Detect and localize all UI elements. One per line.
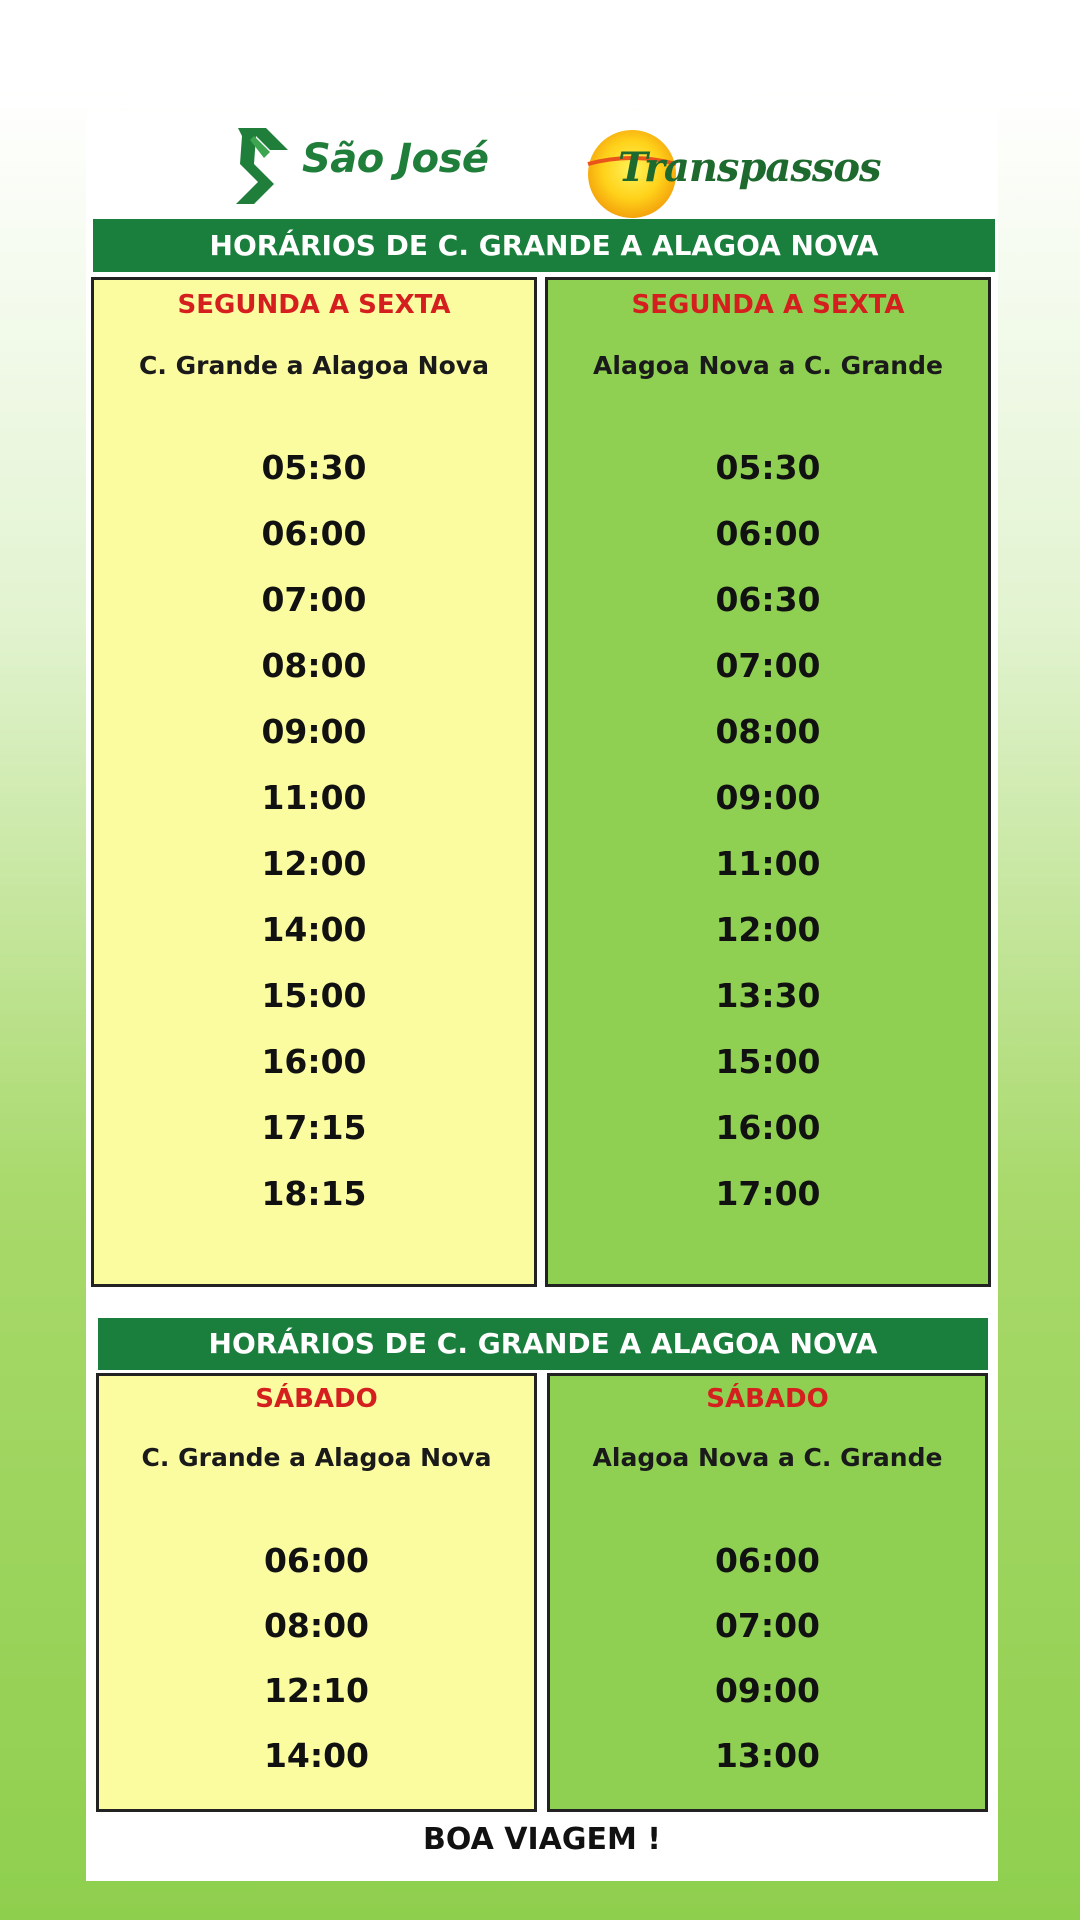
departure-time: 06:00: [714, 1541, 821, 1580]
weekday-cg-to-an-panel: [91, 277, 537, 1287]
departure-time: 16:00: [715, 1108, 821, 1147]
departure-time: 14:00: [261, 910, 367, 949]
departure-time: 06:00: [263, 1541, 370, 1580]
footer-message: BOA VIAGEM !: [423, 1822, 661, 1857]
departure-time: 08:00: [261, 646, 367, 685]
saturday-right-route-label: Alagoa Nova a C. Grande: [592, 1443, 943, 1472]
weekday-right-day-label: SEGUNDA A SEXTA: [631, 290, 905, 320]
weekday-left-day-label: SEGUNDA A SEXTA: [177, 290, 451, 320]
departure-time: 13:00: [714, 1736, 821, 1775]
departure-time: 08:00: [263, 1606, 370, 1645]
departure-time: 09:00: [715, 778, 821, 817]
weekday-schedule-title: [93, 219, 995, 272]
sao-jose-wordmark: São José: [302, 136, 489, 182]
transpassos-wordmark: Transpassos: [618, 144, 881, 191]
departure-time: 15:00: [261, 976, 367, 1015]
departure-time: 11:00: [261, 778, 367, 817]
departure-time: 12:10: [263, 1671, 370, 1710]
transpassos-logo: [570, 118, 881, 228]
departure-time: 06:00: [261, 514, 367, 553]
departure-time: 05:30: [261, 448, 367, 487]
saturday-left-day-label: SÁBADO: [255, 1384, 378, 1414]
departure-time: 12:00: [715, 910, 821, 949]
departure-time: 16:00: [261, 1042, 367, 1081]
departure-time: 14:00: [263, 1736, 370, 1775]
weekday-right-times: [548, 435, 988, 1227]
sao-jose-emblem-icon: [224, 126, 296, 206]
departure-time: 09:00: [261, 712, 367, 751]
departure-time: 15:00: [715, 1042, 821, 1081]
saturday-title-text: HORÁRIOS DE C. GRANDE A ALAGOA NOVA: [208, 1327, 878, 1360]
saturday-right-times: [550, 1528, 985, 1788]
saturday-schedule-title: [98, 1318, 988, 1370]
departure-time: 07:00: [261, 580, 367, 619]
weekday-left-times: [94, 435, 534, 1227]
weekday-an-to-cg-panel: [545, 277, 991, 1287]
departure-time: 07:00: [715, 646, 821, 685]
departure-time: 08:00: [715, 712, 821, 751]
departure-time: 13:30: [715, 976, 821, 1015]
weekday-right-route-label: Alagoa Nova a C. Grande: [593, 351, 943, 380]
departure-time: 12:00: [261, 844, 367, 883]
departure-time: 11:00: [715, 844, 821, 883]
departure-time: 17:00: [715, 1174, 821, 1213]
saturday-right-day-label: SÁBADO: [706, 1384, 829, 1414]
departure-time: 17:15: [261, 1108, 367, 1147]
departure-time: 06:00: [715, 514, 821, 553]
saturday-left-times: [99, 1528, 534, 1788]
saturday-left-route-label: C. Grande a Alagoa Nova: [141, 1443, 492, 1472]
departure-time: 05:30: [715, 448, 821, 487]
weekday-title-text: HORÁRIOS DE C. GRANDE A ALAGOA NOVA: [209, 229, 879, 262]
sao-jose-logo: [224, 126, 534, 206]
departure-time: 18:15: [261, 1174, 367, 1213]
saturday-an-to-cg-panel: [547, 1373, 988, 1812]
weekday-left-route-label: C. Grande a Alagoa Nova: [139, 351, 489, 380]
saturday-cg-to-an-panel: [96, 1373, 537, 1812]
departure-time: 06:30: [715, 580, 821, 619]
departure-time: 09:00: [714, 1671, 821, 1710]
departure-time: 07:00: [714, 1606, 821, 1645]
